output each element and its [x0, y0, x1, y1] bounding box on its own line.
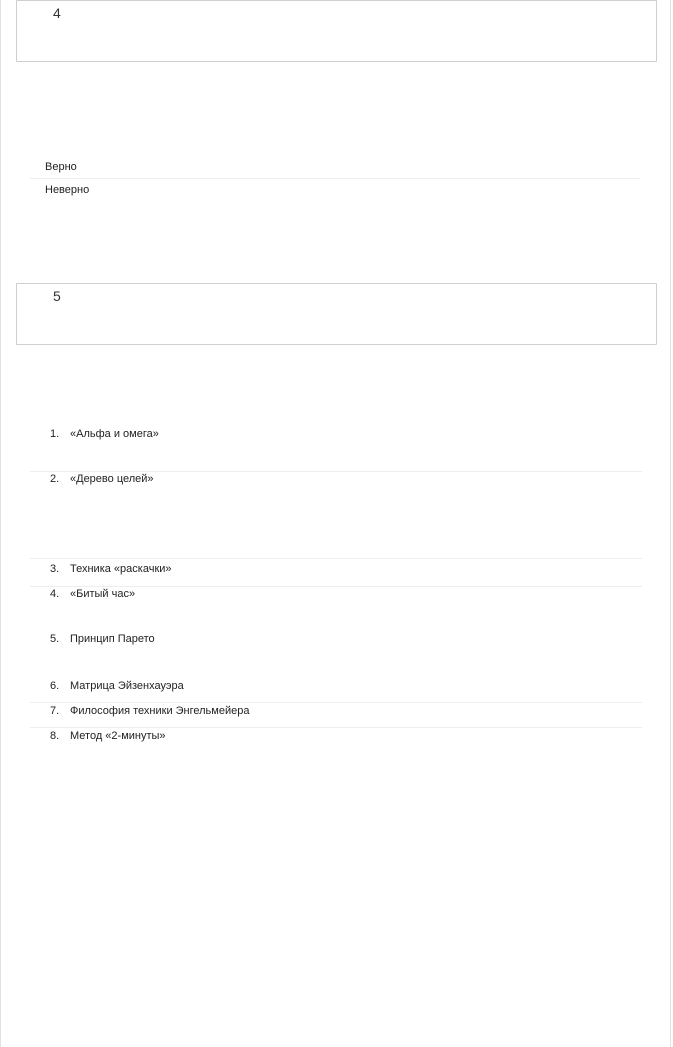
choice-item-5[interactable]	[30, 631, 642, 647]
option-true[interactable]: Верно	[45, 161, 77, 173]
choice-number: 3.	[50, 563, 60, 575]
choice-item-7[interactable]	[30, 703, 642, 719]
choice-number: 5.	[50, 633, 60, 645]
choice-label: «Битый час»	[70, 588, 136, 600]
choice-label: «Дерево целей»	[70, 473, 154, 485]
choice-label: Принцип Парето	[70, 633, 155, 645]
choice-number: 8.	[50, 730, 60, 742]
question-number: 5	[53, 288, 61, 304]
choice-number: 1.	[50, 428, 60, 440]
question-4-box	[16, 0, 657, 62]
choice-label: Философия техники Энгельмейера	[70, 705, 250, 717]
choice-item-4[interactable]	[30, 586, 642, 602]
choice-number: 6.	[50, 680, 60, 692]
choice-label: Матрица Эйзенхауэра	[70, 680, 184, 692]
choice-item-8[interactable]	[30, 728, 642, 744]
choice-label: Метод «2-минуты»	[70, 730, 166, 742]
divider	[30, 558, 642, 559]
choice-item-2[interactable]	[30, 471, 642, 487]
choice-item-6[interactable]	[30, 678, 642, 694]
choice-number: 4.	[50, 588, 60, 600]
choice-number: 7.	[50, 705, 60, 717]
option-false[interactable]: Неверно	[30, 178, 640, 201]
question-4-options	[30, 156, 640, 201]
choice-item-3[interactable]	[30, 561, 642, 577]
choice-number: 2.	[50, 473, 60, 485]
question-5-box	[16, 283, 657, 345]
choice-label: Техника «раскачки»	[70, 563, 172, 575]
choice-label: «Альфа и омега»	[70, 428, 159, 440]
question-number: 4	[53, 5, 61, 21]
choice-item-1[interactable]	[30, 426, 642, 442]
